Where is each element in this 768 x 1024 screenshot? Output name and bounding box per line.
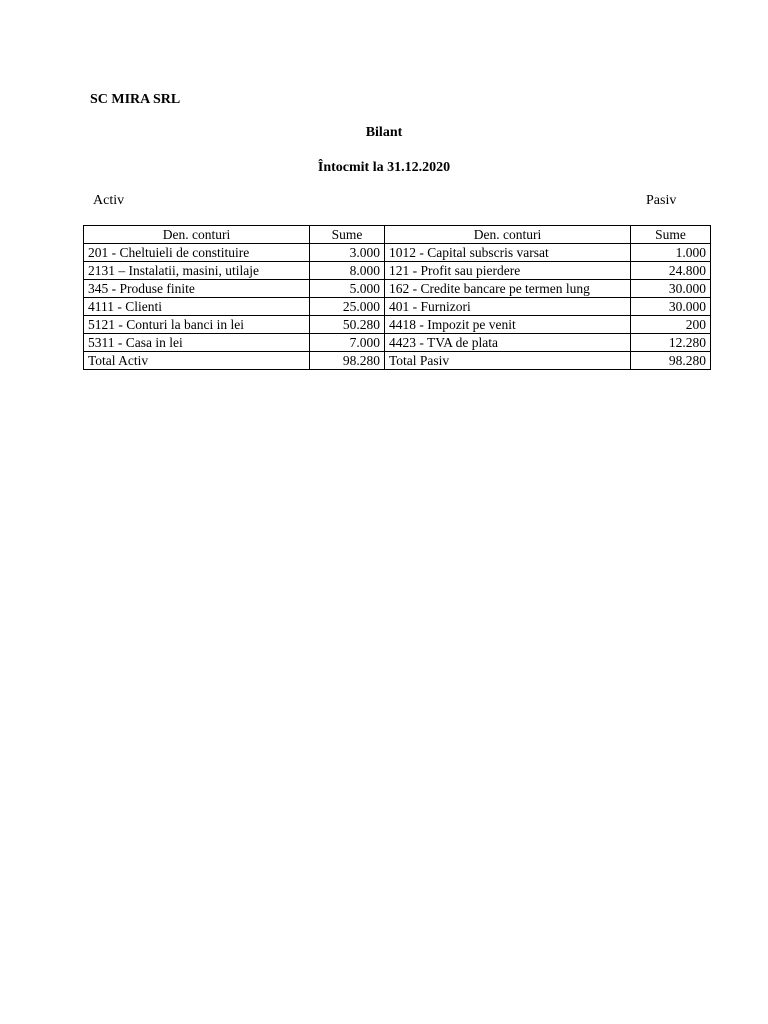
activ-sum: 25.000 [310,298,385,316]
pasiv-account: 121 - Profit sau pierdere [385,262,631,280]
pasiv-sum: 200 [631,316,711,334]
total-activ-sum: 98.280 [310,352,385,370]
table-row [84,316,711,334]
activ-account: 345 - Produse finite [84,280,310,298]
table-row [84,244,711,262]
pasiv-sum: 12.280 [631,334,711,352]
pasiv-sum: 24.800 [631,262,711,280]
company-name: SC MIRA SRL [90,92,181,107]
table-row [84,334,711,352]
pasiv-account: 401 - Furnizori [385,298,631,316]
header-activ-account: Den. conturi [84,226,310,244]
pasiv-account: 1012 - Capital subscris varsat [385,244,631,262]
pasiv-sum: 1.000 [631,244,711,262]
total-row [84,352,711,370]
table-row [84,280,711,298]
activ-account: 2131 – Instalatii, masini, utilaje [84,262,310,280]
table-row [84,298,711,316]
activ-account: 5311 - Casa in lei [84,334,310,352]
balance-sheet-table [83,225,711,370]
table-row [84,262,711,280]
table-header-row [84,226,711,244]
header-pasiv-sum: Sume [631,226,711,244]
activ-sum: 50.280 [310,316,385,334]
pasiv-label: Pasiv [646,193,677,208]
total-activ-label: Total Activ [84,352,310,370]
activ-sum: 3.000 [310,244,385,262]
header-activ-sum: Sume [310,226,385,244]
activ-account: 5121 - Conturi la banci in lei [84,316,310,334]
document-title: Bilant [365,125,403,140]
header-pasiv-account: Den. conturi [385,226,631,244]
activ-account: 201 - Cheltuieli de constituire [84,244,310,262]
total-pasiv-label: Total Pasiv [385,352,631,370]
pasiv-account: 162 - Credite bancare pe termen lung [385,280,631,298]
document-subtitle: Întocmit la 31.12.2020 [317,160,451,175]
activ-label: Activ [93,193,125,208]
activ-sum: 7.000 [310,334,385,352]
pasiv-sum: 30.000 [631,298,711,316]
activ-sum: 5.000 [310,280,385,298]
total-pasiv-sum: 98.280 [631,352,711,370]
pasiv-sum: 30.000 [631,280,711,298]
activ-sum: 8.000 [310,262,385,280]
pasiv-account: 4418 - Impozit pe venit [385,316,631,334]
pasiv-account: 4423 - TVA de plata [385,334,631,352]
activ-account: 4111 - Clienti [84,298,310,316]
